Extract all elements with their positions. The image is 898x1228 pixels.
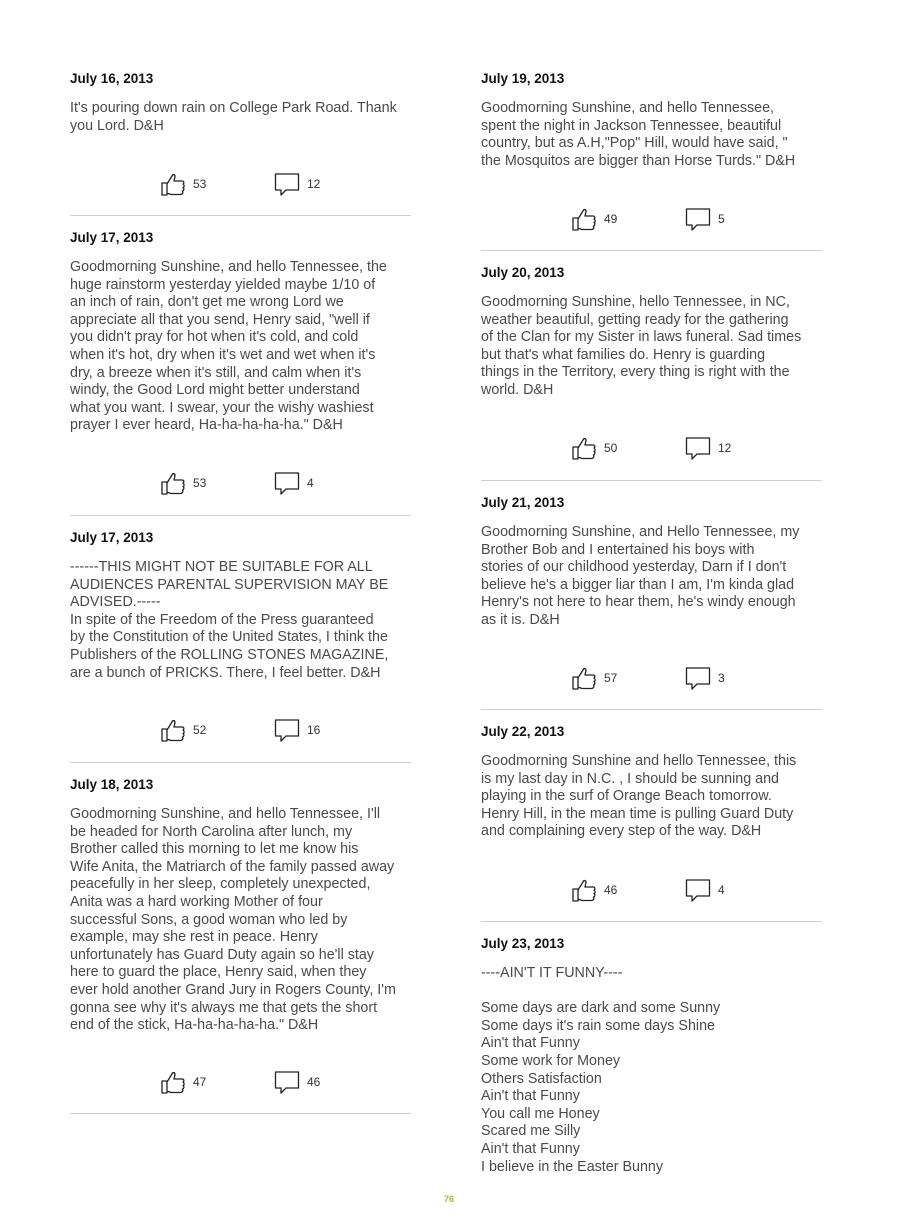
thumbs-up-icon — [160, 717, 186, 743]
like-count: 47 — [193, 1075, 207, 1089]
thumbs-up-icon — [160, 1069, 186, 1095]
post-divider — [70, 762, 411, 763]
post-text: It's pouring down rain on College Park Road. Thank you Lord. D&H — [70, 100, 397, 134]
post-actions — [70, 170, 411, 198]
post — [481, 70, 822, 170]
post — [481, 264, 822, 400]
post — [481, 935, 822, 1176]
post-date: July 22, 2013 — [481, 724, 565, 739]
post-actions — [481, 664, 822, 692]
like-button[interactable] — [571, 664, 617, 692]
post — [481, 723, 822, 841]
thumbs-up-icon — [160, 470, 186, 496]
comment-button[interactable] — [685, 876, 725, 904]
comment-count: 5 — [718, 212, 725, 226]
post-date: July 20, 2013 — [481, 265, 565, 280]
post-text: Goodmorning Sunshine, and hello Tennessee, the huge rainstorm yesterday yielded maybe 1/10 of an inch of rain, don't get me wrong Lord we appreciate all that you send, Henry said, "well if you didn't pray for hot when it's cold, and cold when it's hot, dry when it's wet and wet when it's dry, a breeze when it's still, and calm when it's windy, the Good Lord might better understand what you want. I swear, your the wishy washiest prayer I ever heard, Ha-ha-ha-ha-ha." D&H — [70, 259, 387, 434]
post-text: ----AIN'T IT FUNNY---- Some days are dark and some Sunny Some days it's rain some days Shine Ain't that Funny Some work for Money Others Satisfaction Ain't that Funny You call me Honey Scared me Silly Ain't that Funny I believe in the Easter Bunny — [481, 965, 721, 1175]
comment-button[interactable] — [685, 664, 725, 692]
post — [481, 494, 822, 630]
speech-bubble-icon — [274, 171, 300, 197]
post-date: July 16, 2013 — [70, 71, 154, 86]
post-date: July 21, 2013 — [481, 495, 565, 510]
like-button[interactable] — [571, 434, 617, 462]
like-count: 57 — [604, 671, 618, 685]
speech-bubble-icon — [274, 470, 300, 496]
thumbs-up-icon — [160, 171, 186, 197]
like-button[interactable] — [571, 205, 617, 233]
speech-bubble-icon — [685, 206, 711, 232]
comment-count: 12 — [718, 441, 732, 455]
post-divider — [481, 921, 822, 922]
like-count: 50 — [604, 441, 618, 455]
comment-button[interactable] — [685, 205, 725, 233]
like-count: 53 — [193, 177, 207, 191]
post-text: Goodmorning Sunshine and hello Tennessee, this is my last day in N.C. , I should be sunning and playing in the surf of Orange Beach tomorrow. Henry Hill, in the mean time is pulling Guard Duty and complaining every step of the way. D&H — [481, 753, 797, 840]
thumbs-up-icon — [571, 665, 597, 691]
like-button[interactable] — [160, 1068, 206, 1096]
like-count: 52 — [193, 723, 207, 737]
like-count: 49 — [604, 212, 618, 226]
comment-count: 4 — [307, 476, 314, 490]
like-button[interactable] — [571, 876, 617, 904]
thumbs-up-icon — [571, 877, 597, 903]
comment-button[interactable] — [274, 1068, 320, 1096]
comment-count: 16 — [307, 723, 321, 737]
post — [70, 529, 411, 682]
page-number: 76 — [443, 1194, 454, 1204]
comment-count: 12 — [307, 177, 321, 191]
like-count: 53 — [193, 476, 207, 490]
comment-button[interactable] — [274, 716, 320, 744]
post-text: Goodmorning Sunshine, hello Tennessee, in NC, weather beautiful, getting ready for the gathering of the Clan for my Sister in laws funeral. Sad times but that's what families do. Henry is guarding things in the Territory, every thing is right with the world. D&H — [481, 294, 802, 398]
comment-count: 4 — [718, 883, 725, 897]
post-date: July 23, 2013 — [481, 936, 565, 951]
post-actions — [70, 1068, 411, 1096]
like-button[interactable] — [160, 716, 206, 744]
post-divider — [481, 480, 822, 481]
comment-button[interactable] — [685, 434, 731, 462]
post-divider — [481, 250, 822, 251]
comment-count: 3 — [718, 671, 725, 685]
comment-button[interactable] — [274, 170, 320, 198]
post — [70, 776, 411, 1035]
speech-bubble-icon — [274, 1069, 300, 1095]
post-date: July 17, 2013 — [70, 530, 154, 545]
like-button[interactable] — [160, 469, 206, 497]
post-text: ------THIS MIGHT NOT BE SUITABLE FOR ALL AUDIENCES PARENTAL SUPERVISION MAY BE ADVISED.----- In spite of the Freedom of the Press guaranteed by the Constitution of the United States, I think the Publishers of the ROLLING STONES MAGAZINE, are a bunch of PRICKS. There, I feel better. D&H — [70, 559, 389, 681]
post-text: Goodmorning Sunshine, and hello Tennessee, spent the night in Jackson Tennessee, beautiful country, but as A.H,"Pop" Hill, would have said, " the Mosquitos are bigger than Horse Turds." D&H — [481, 100, 796, 169]
like-button[interactable] — [160, 170, 206, 198]
post-divider — [70, 215, 411, 216]
comment-count: 46 — [307, 1075, 321, 1089]
post-text: Goodmorning Sunshine, and hello Tennessee, I'll be headed for North Carolina after lunch, my Brother called this morning to let me know his Wife Anita, the Matriarch of the family passed away peacefully in her sleep, completely unexpected, Anita was a hard working Mother of four successful Sons, a good woman who led by example, may she rest in peace. Henry unfortunately has Guard Duty again so he'll stay here to guard the place, Henry said, when they ever hold another Grand Jury in Rogers County, I'm gonna see why it's always me that gets the short end of the stick, Ha-ha-ha-ha-ha." D&H — [70, 806, 396, 1034]
post-divider — [70, 515, 411, 516]
like-count: 46 — [604, 883, 618, 897]
post-divider — [70, 1113, 411, 1114]
post-actions — [481, 876, 822, 904]
post-divider — [481, 709, 822, 710]
post-date: July 17, 2013 — [70, 230, 154, 245]
post — [70, 70, 411, 135]
thumbs-up-icon — [571, 206, 597, 232]
comment-button[interactable] — [274, 469, 314, 497]
post-actions — [70, 716, 411, 744]
speech-bubble-icon — [685, 877, 711, 903]
thumbs-up-icon — [571, 435, 597, 461]
post-actions — [481, 434, 822, 462]
post-text: Goodmorning Sunshine, and Hello Tennessee, my Brother Bob and I entertained his boys with stories of our childhood yesterday, Darn if I don't believe he's a bigger liar than I am, I'm kinda glad Henry's not here to hear them, he's windy enough as it is. D&H — [481, 524, 800, 628]
post-actions — [481, 205, 822, 233]
post — [70, 229, 411, 435]
post-date: July 19, 2013 — [481, 71, 565, 86]
post-actions — [70, 469, 411, 497]
post-date: July 18, 2013 — [70, 777, 154, 792]
speech-bubble-icon — [685, 435, 711, 461]
speech-bubble-icon — [274, 717, 300, 743]
speech-bubble-icon — [685, 665, 711, 691]
